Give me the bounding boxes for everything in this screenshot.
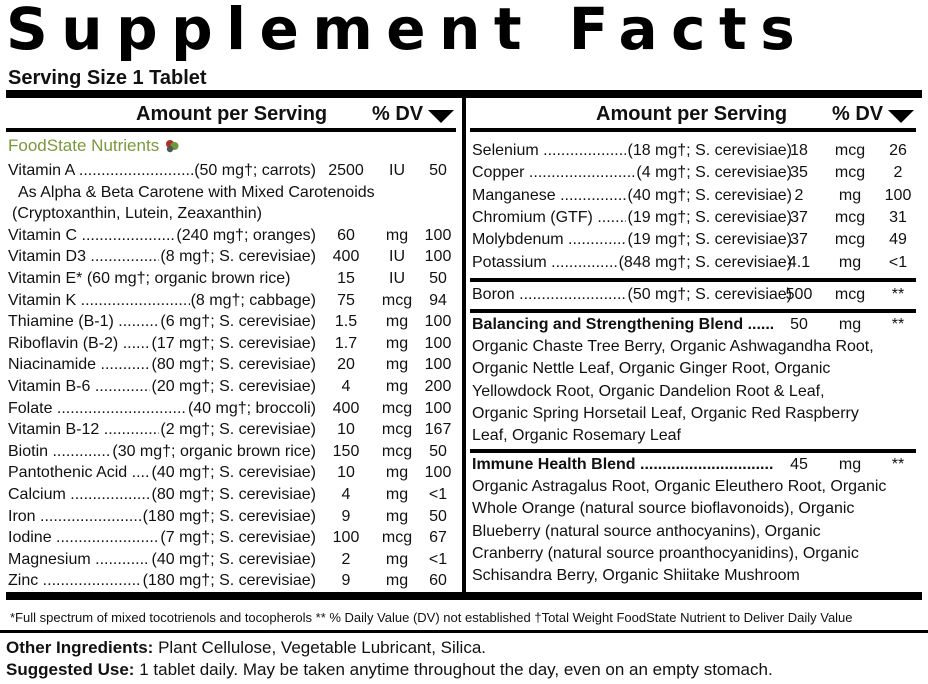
foodstate-label: FoodState Nutrients — [8, 136, 160, 155]
nutrient-dv: 2 — [893, 164, 903, 182]
nutrient-name: Zinc ..... — [8, 570, 316, 592]
nutrient-amount: 4 — [341, 378, 351, 395]
nutrient-name: Copper ..... — [472, 162, 792, 184]
nutrient-unit: IU — [389, 162, 405, 179]
nutrient-name: Pantothenic Acid ..... — [8, 462, 316, 484]
nutrient-dv: 200 — [424, 378, 452, 395]
nutrient-dv: 49 — [889, 231, 907, 249]
nutrient-source: (7 mg†; S. cerevisiae) — [159, 527, 316, 549]
immune-name: Immune Health Blend ..... — [472, 454, 773, 476]
immune-dv: ** — [891, 456, 905, 473]
nutrient-unit: mg — [838, 186, 862, 204]
nutrient-amount: 4 — [341, 486, 351, 503]
nutrient-unit: mcg — [381, 291, 413, 309]
immune-ingredients-line: Cranberry (natural source proanthocyanidins), Organic — [472, 544, 859, 562]
nutrient-amount: 2 — [794, 186, 804, 204]
nutrient-name: Vitamin C ..... — [8, 225, 316, 247]
suggested-use — [6, 660, 773, 680]
nutrient-unit: mcg — [834, 231, 866, 249]
nutrient-dv: 100 — [424, 248, 452, 266]
nutrient-unit: IU — [389, 270, 405, 287]
nutrient-source: (20 mg†; S. cerevisiae) — [150, 376, 316, 398]
immune-ingredients-line: Organic Astragalus Root, Organic Eleuthero Root, Organic — [472, 478, 887, 495]
nutrient-dv: 100 — [424, 464, 452, 482]
nutrient-dv: 100 — [424, 399, 452, 417]
nutrient-source: (6 mg†; S. cerevisiae) — [159, 311, 316, 333]
serving-size: Serving Size 1 Tablet — [8, 67, 207, 89]
footnote-rule — [0, 630, 928, 633]
right-header-rule — [470, 128, 916, 132]
nutrient-row — [8, 225, 458, 247]
nutrient-name: Molybdenum ..... — [472, 229, 792, 251]
nutrient-unit: mg — [385, 226, 409, 244]
suggested-use-label: Suggested Use: — [6, 660, 135, 679]
nutrient-row — [8, 398, 458, 420]
nutrient-unit: mcg — [834, 142, 866, 159]
nutrient-name: Iron ..... — [8, 506, 316, 528]
nutrient-row — [8, 333, 458, 355]
nutrient-amount: 2500 — [328, 162, 364, 179]
vitamin-a-note: (Cryptoxanthin, Lutein, Zeaxanthin) — [12, 205, 262, 223]
nutrient-dv: 67 — [429, 529, 447, 547]
immune-ingredients-line: Schisandra Berry, Organic Shiitake Mushroom — [472, 567, 800, 585]
nutrient-amount: 37 — [790, 208, 808, 226]
nutrient-amount: 75 — [337, 291, 355, 309]
nutrient-dv: ** — [891, 286, 905, 303]
nutrient-row — [8, 549, 458, 571]
nutrient-unit: mcg — [834, 286, 866, 303]
panel-title: Supplement Facts — [6, 0, 809, 63]
nutrient-amount: 10 — [337, 464, 355, 482]
nutrient-name: Vitamin E* (60 mg†; organic brown rice) — [8, 268, 316, 290]
other-ingredients-text: Plant Cellulose, Vegetable Lubricant, Silica. — [153, 638, 487, 657]
nutrient-amount: 100 — [332, 529, 360, 547]
nutrient-dv: 50 — [429, 162, 447, 179]
nutrient-dv: 26 — [889, 142, 907, 159]
nutrient-amount: 20 — [337, 356, 355, 374]
nutrient-amount: 400 — [332, 248, 360, 266]
vitamin-a-note: As Alpha & Beta Carotene with Mixed Carotenoids — [18, 183, 375, 201]
nutrient-unit: mcg — [834, 208, 866, 226]
nutrient-amount: 18 — [790, 142, 808, 159]
nutrient-row — [8, 441, 458, 463]
nutrient-source: (240 mg†; oranges) — [175, 225, 316, 247]
nutrient-row — [472, 185, 916, 207]
balancing-name: Balancing and Strengthening Blend ..... — [472, 314, 773, 336]
nutrient-source: (8 mg†; S. cerevisiae) — [159, 246, 316, 268]
nutrient-row — [472, 229, 916, 251]
nutrient-row — [8, 246, 458, 268]
nutrient-dv: 167 — [424, 421, 452, 439]
nutrient-amount: 150 — [332, 442, 360, 460]
other-ingredients-label: Other Ingredients: — [6, 638, 154, 657]
nutrient-name: Chromium (GTF) ..... — [472, 207, 792, 229]
nutrient-dv: 31 — [889, 208, 907, 226]
nutrient-row — [472, 162, 916, 184]
nutrient-row — [8, 160, 458, 182]
nutrient-source: (50 mg†; S. cerevisiae) — [626, 284, 792, 306]
nutrient-unit: mcg — [381, 399, 413, 417]
balancing-amount: 50 — [790, 316, 808, 333]
balancing-ingredients-line: Organic Nettle Leaf, Organic Ginger Root, Organic — [472, 360, 831, 378]
nutrient-source: (2 mg†; S. cerevisiae) — [159, 419, 316, 441]
nutrient-row — [8, 484, 458, 506]
nutrient-name: Vitamin K ..... — [8, 290, 316, 312]
nutrient-unit: mg — [385, 356, 409, 374]
footnote: *Full spectrum of mixed tocotrienols and tocopherols ** % Daily Value (DV) not established †Total Weight FoodState Nutrient to Deliver Daily Value — [10, 610, 853, 625]
nutrient-source: (17 mg†; S. cerevisiae) — [150, 333, 316, 355]
nutrient-unit: mg — [385, 464, 409, 482]
nutrient-dv: 50 — [429, 270, 447, 287]
balancing-unit: mg — [838, 316, 862, 333]
immune-unit: mg — [838, 456, 862, 473]
nutrient-source: (180 mg†; S. cerevisiae) — [142, 506, 316, 528]
nutrient-unit: mg — [838, 253, 862, 271]
balancing-dv: ** — [891, 316, 905, 333]
nutrient-amount: 35 — [790, 164, 808, 182]
nutrient-unit: mg — [385, 507, 409, 525]
nutrient-amount: 1.7 — [334, 334, 358, 352]
nutrient-amount: 15 — [337, 270, 355, 287]
nutrient-row — [8, 376, 458, 398]
nutrient-name: Potassium ..... — [472, 252, 792, 274]
nutrient-row — [472, 140, 916, 162]
nutrient-dv: 50 — [429, 507, 447, 525]
nutrient-unit: mg — [385, 334, 409, 352]
nutrient-unit: mcg — [381, 442, 413, 460]
nutrient-row — [8, 311, 458, 333]
nutrient-amount: 37 — [790, 231, 808, 249]
right-dv-arrow-icon — [888, 110, 914, 123]
nutrient-dv: 94 — [429, 291, 447, 309]
right-dv-header: % DV — [832, 103, 884, 125]
nutrient-source: (80 mg†; S. cerevisiae) — [150, 354, 316, 376]
nutrient-source: (40 mg†; broccoli) — [187, 398, 316, 420]
nutrient-dv: 50 — [429, 442, 447, 460]
nutrient-unit: mg — [385, 572, 409, 590]
nutrient-row — [472, 207, 916, 229]
nutrient-row — [8, 570, 458, 592]
nutrient-amount: 9 — [341, 572, 351, 590]
nutrient-name: Biotin ..... — [8, 441, 316, 463]
nutrient-dv: 100 — [424, 356, 452, 374]
nutrient-amount: 1.5 — [334, 313, 358, 331]
nutrient-unit: mcg — [834, 164, 866, 182]
section-rule — [470, 278, 916, 282]
nutrient-row — [472, 252, 916, 274]
nutrient-source: (40 mg†; S. cerevisiae) — [150, 462, 316, 484]
nutrient-name: Magnesium ..... — [8, 549, 316, 571]
nutrient-source: (8 mg†; cabbage) — [190, 290, 316, 312]
nutrient-name: Thiamine (B-1) ..... — [8, 311, 316, 333]
nutrient-dv: 100 — [424, 334, 452, 352]
nutrient-source: (4 mg†; S. cerevisiae) — [635, 162, 792, 184]
nutrient-dv: <1 — [428, 486, 448, 503]
nutrient-unit: mg — [385, 378, 409, 395]
left-header-rule — [6, 128, 456, 132]
nutrient-row — [8, 506, 458, 528]
immune-ingredients-line: Blueberry (natural source anthocyanins), Organic — [472, 522, 821, 540]
immune-row — [472, 454, 916, 476]
nutrient-source: (30 mg†; organic brown rice) — [111, 441, 316, 463]
left-dv-arrow-icon — [428, 110, 454, 123]
nutrient-name: Calcium ..... — [8, 484, 316, 506]
nutrient-name: Riboflavin (B-2) ..... — [8, 333, 316, 355]
left-dv-header: % DV — [372, 103, 424, 125]
nutrient-dv: <1 — [428, 550, 448, 568]
nutrient-name: Vitamin D3 ..... — [8, 246, 316, 268]
nutrient-amount: 400 — [332, 399, 360, 417]
right-amount-header: Amount per Serving — [596, 103, 788, 125]
nutrient-unit: mg — [385, 486, 409, 503]
nutrient-amount: 9 — [341, 507, 351, 525]
nutrient-source: (19 mg†; S. cerevisiae) — [626, 229, 792, 251]
balancing-ingredients-line: Yellowdock Root, Organic Dandelion Root & Leaf, — [472, 382, 825, 400]
nutrient-amount: 4.1 — [787, 253, 811, 271]
nutrient-dv: 60 — [429, 572, 447, 590]
column-divider — [462, 92, 466, 592]
nutrient-unit: IU — [389, 248, 405, 266]
nutrient-source: (18 mg†; S. cerevisiae) — [626, 140, 792, 162]
section-rule — [470, 309, 916, 313]
foodstate-logo-icon — [165, 139, 179, 153]
nutrient-unit: mg — [385, 313, 409, 331]
nutrient-row — [8, 354, 458, 376]
left-amount-header: Amount per Serving — [136, 103, 328, 125]
nutrient-dv: 100 — [884, 186, 912, 204]
nutrient-name: Folate ..... — [8, 398, 316, 420]
balancing-ingredients-line: Leaf, Organic Rosemary Leaf — [472, 427, 681, 445]
nutrient-row — [8, 462, 458, 484]
nutrient-row — [8, 268, 458, 290]
nutrient-source: (848 mg†; S. cerevisiae) — [618, 252, 792, 274]
nutrient-unit: mg — [385, 550, 409, 568]
balancing-ingredients-line: Organic Chaste Tree Berry, Organic Ashwagandha Root, — [472, 338, 874, 355]
nutrient-source: (80 mg†; S. cerevisiae) — [150, 484, 316, 506]
nutrient-dv: <1 — [888, 253, 908, 271]
nutrient-source: (40 mg†; S. cerevisiae) — [626, 185, 792, 207]
nutrient-name: Selenium ..... — [472, 140, 792, 162]
nutrient-dv: 100 — [424, 226, 452, 244]
nutrient-row — [472, 284, 916, 306]
nutrient-amount: 2 — [341, 550, 351, 568]
balancing-row — [472, 314, 916, 336]
nutrient-amount: 60 — [337, 226, 355, 244]
section-rule — [470, 449, 916, 453]
nutrient-source: (180 mg†; S. cerevisiae) — [142, 570, 316, 592]
nutrient-name: Manganese ..... — [472, 185, 792, 207]
nutrient-unit: mcg — [381, 421, 413, 439]
nutrient-row — [8, 527, 458, 549]
nutrient-row — [8, 290, 458, 312]
nutrient-source: (19 mg†; S. cerevisiae) — [626, 207, 792, 229]
nutrient-source: (40 mg†; S. cerevisiae) — [150, 549, 316, 571]
nutrient-dv: 100 — [424, 313, 452, 331]
nutrient-source: (50 mg†; carrots) — [193, 160, 316, 182]
nutrient-name: Vitamin A ..... — [8, 160, 316, 182]
immune-amount: 45 — [790, 456, 808, 473]
nutrient-amount: 500 — [785, 286, 813, 303]
nutrient-unit: mcg — [381, 529, 413, 547]
immune-ingredients-line: Whole Orange (natural source bioflavonoids), Organic — [472, 500, 855, 518]
balancing-ingredients-line: Organic Spring Horsetail Leaf, Organic Red Raspberry — [472, 404, 859, 422]
nutrient-row — [8, 419, 458, 441]
bottom-rule — [6, 592, 922, 600]
nutrient-amount: 10 — [337, 421, 355, 439]
nutrient-name: Niacinamide ..... — [8, 354, 316, 376]
nutrient-name: Iodine ..... — [8, 527, 316, 549]
suggested-use-text: 1 tablet daily. May be taken anytime throughout the day, even on an empty stomach. — [134, 660, 773, 679]
nutrient-name: Vitamin B-12 ..... — [8, 419, 316, 441]
other-ingredients — [6, 638, 486, 658]
nutrient-name: Boron ..... — [472, 284, 792, 306]
nutrient-name: Vitamin B-6 ..... — [8, 376, 316, 398]
